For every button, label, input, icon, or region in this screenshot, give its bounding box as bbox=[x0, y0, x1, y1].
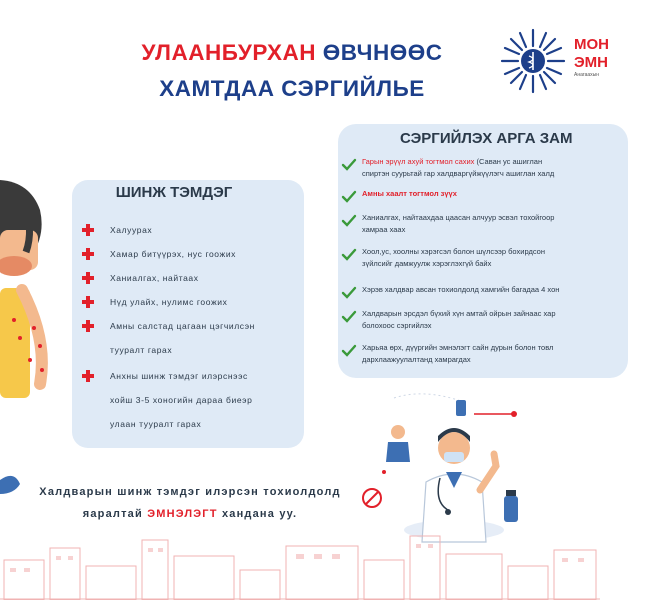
red-cross-icon bbox=[82, 224, 94, 236]
footer-highlight: ЭМНЭЛЭГТ bbox=[147, 508, 218, 520]
prevention-item bbox=[342, 212, 600, 238]
doctor-illustration bbox=[364, 392, 536, 542]
prevention-text: Хоол,ус, хоолны хэрэгсэл болон шүлсээр бохирдсон зүйлсийг дамжуулж хэрэглэхгүй байх bbox=[362, 247, 545, 268]
logo-subtext: Анагаахын bbox=[574, 72, 600, 78]
hospital-skyline bbox=[0, 526, 600, 600]
title-line-2: ХАМТДАА СЭРГИЙЛЬЕ bbox=[159, 76, 425, 101]
red-cross-icon bbox=[82, 296, 94, 308]
symptom-text: Нүд улайх, нулимс гоожих bbox=[110, 297, 228, 307]
footer-line-2: яаралтай ЭМНЭЛЭГТ хандана уу. bbox=[82, 508, 298, 520]
prevention-item bbox=[342, 188, 600, 202]
prevention-text: Амны хаалт тогтмол зүүх bbox=[362, 189, 457, 198]
symptom-text: Ханиалгах, найтаах bbox=[110, 273, 199, 283]
green-check-icon bbox=[342, 344, 356, 358]
hospital-logo-icon bbox=[498, 26, 568, 96]
prevention-text: Харьяа өрх, дүүргийн эмнэлэгт сайн дурын болон товл дархлаажуулалтанд хамрагдах bbox=[362, 343, 554, 364]
prevention-item bbox=[342, 308, 600, 334]
green-check-icon bbox=[342, 214, 356, 228]
footer-line-1: Халдварын шинж тэмдэг илэрсэн тохиолдолд bbox=[39, 486, 341, 498]
title-blue-word: ӨВЧНӨӨС bbox=[322, 40, 443, 65]
green-check-icon bbox=[342, 248, 356, 262]
symptom-text: Хамар битүүрэх, нус гоожих bbox=[110, 249, 237, 259]
prevention-item bbox=[342, 156, 600, 182]
prevention-item bbox=[342, 342, 600, 368]
prevention-item bbox=[342, 246, 600, 272]
symptom-text: хойш 3-5 хоногийн дараа биеэр bbox=[110, 395, 253, 405]
symptom-text: Анхны шинж тэмдэг илэрснээс bbox=[110, 371, 248, 381]
prevention-text: Хэрэв халдвар авсан тохиолдолд хамгийн багадаа 4 хон bbox=[362, 285, 560, 294]
red-cross-icon bbox=[82, 370, 94, 382]
child-illustration bbox=[0, 170, 60, 510]
prevention-text: Ханиалгах, найтаахдаа цаасан алчуур эсвэл тохойгоор хамраа хаах bbox=[362, 213, 555, 234]
symptom-text: улаан тууралт гарах bbox=[110, 419, 202, 429]
red-cross-icon bbox=[82, 272, 94, 284]
red-cross-icon bbox=[82, 248, 94, 260]
title-line-1 bbox=[92, 40, 492, 66]
green-check-icon bbox=[342, 286, 356, 300]
prevention-text: Халдварын эрсдэл бүхий хүн амтай ойрын зайнаас хар болохоос сэргийлэх bbox=[362, 309, 556, 330]
symptom-text: тууралт гарах bbox=[110, 345, 173, 355]
green-check-icon bbox=[342, 190, 356, 204]
prevention-item bbox=[342, 284, 600, 298]
red-cross-icon bbox=[82, 320, 94, 332]
symptom-text: Амны салстад цагаан цэгчилсэн bbox=[110, 321, 255, 331]
logo-text: МОН ЭМН bbox=[574, 36, 609, 71]
prevention-title: СЭРГИЙЛЭХ АРГА ЗАМ bbox=[400, 130, 573, 147]
symptom-text: Халуурах bbox=[110, 225, 153, 235]
green-check-icon bbox=[342, 310, 356, 324]
green-check-icon bbox=[342, 158, 356, 172]
prevention-text: Гарын эрүүл ахуй тогтмол сахих (Саван ус ашиглан спиртэн суурьтай гар халдваргүйжүүлэгч ашиглан халд bbox=[362, 157, 555, 178]
symptoms-title: ШИНЖ ТЭМДЭГ bbox=[115, 184, 233, 201]
title-red-word: УЛААНБУРХАН bbox=[141, 40, 316, 65]
